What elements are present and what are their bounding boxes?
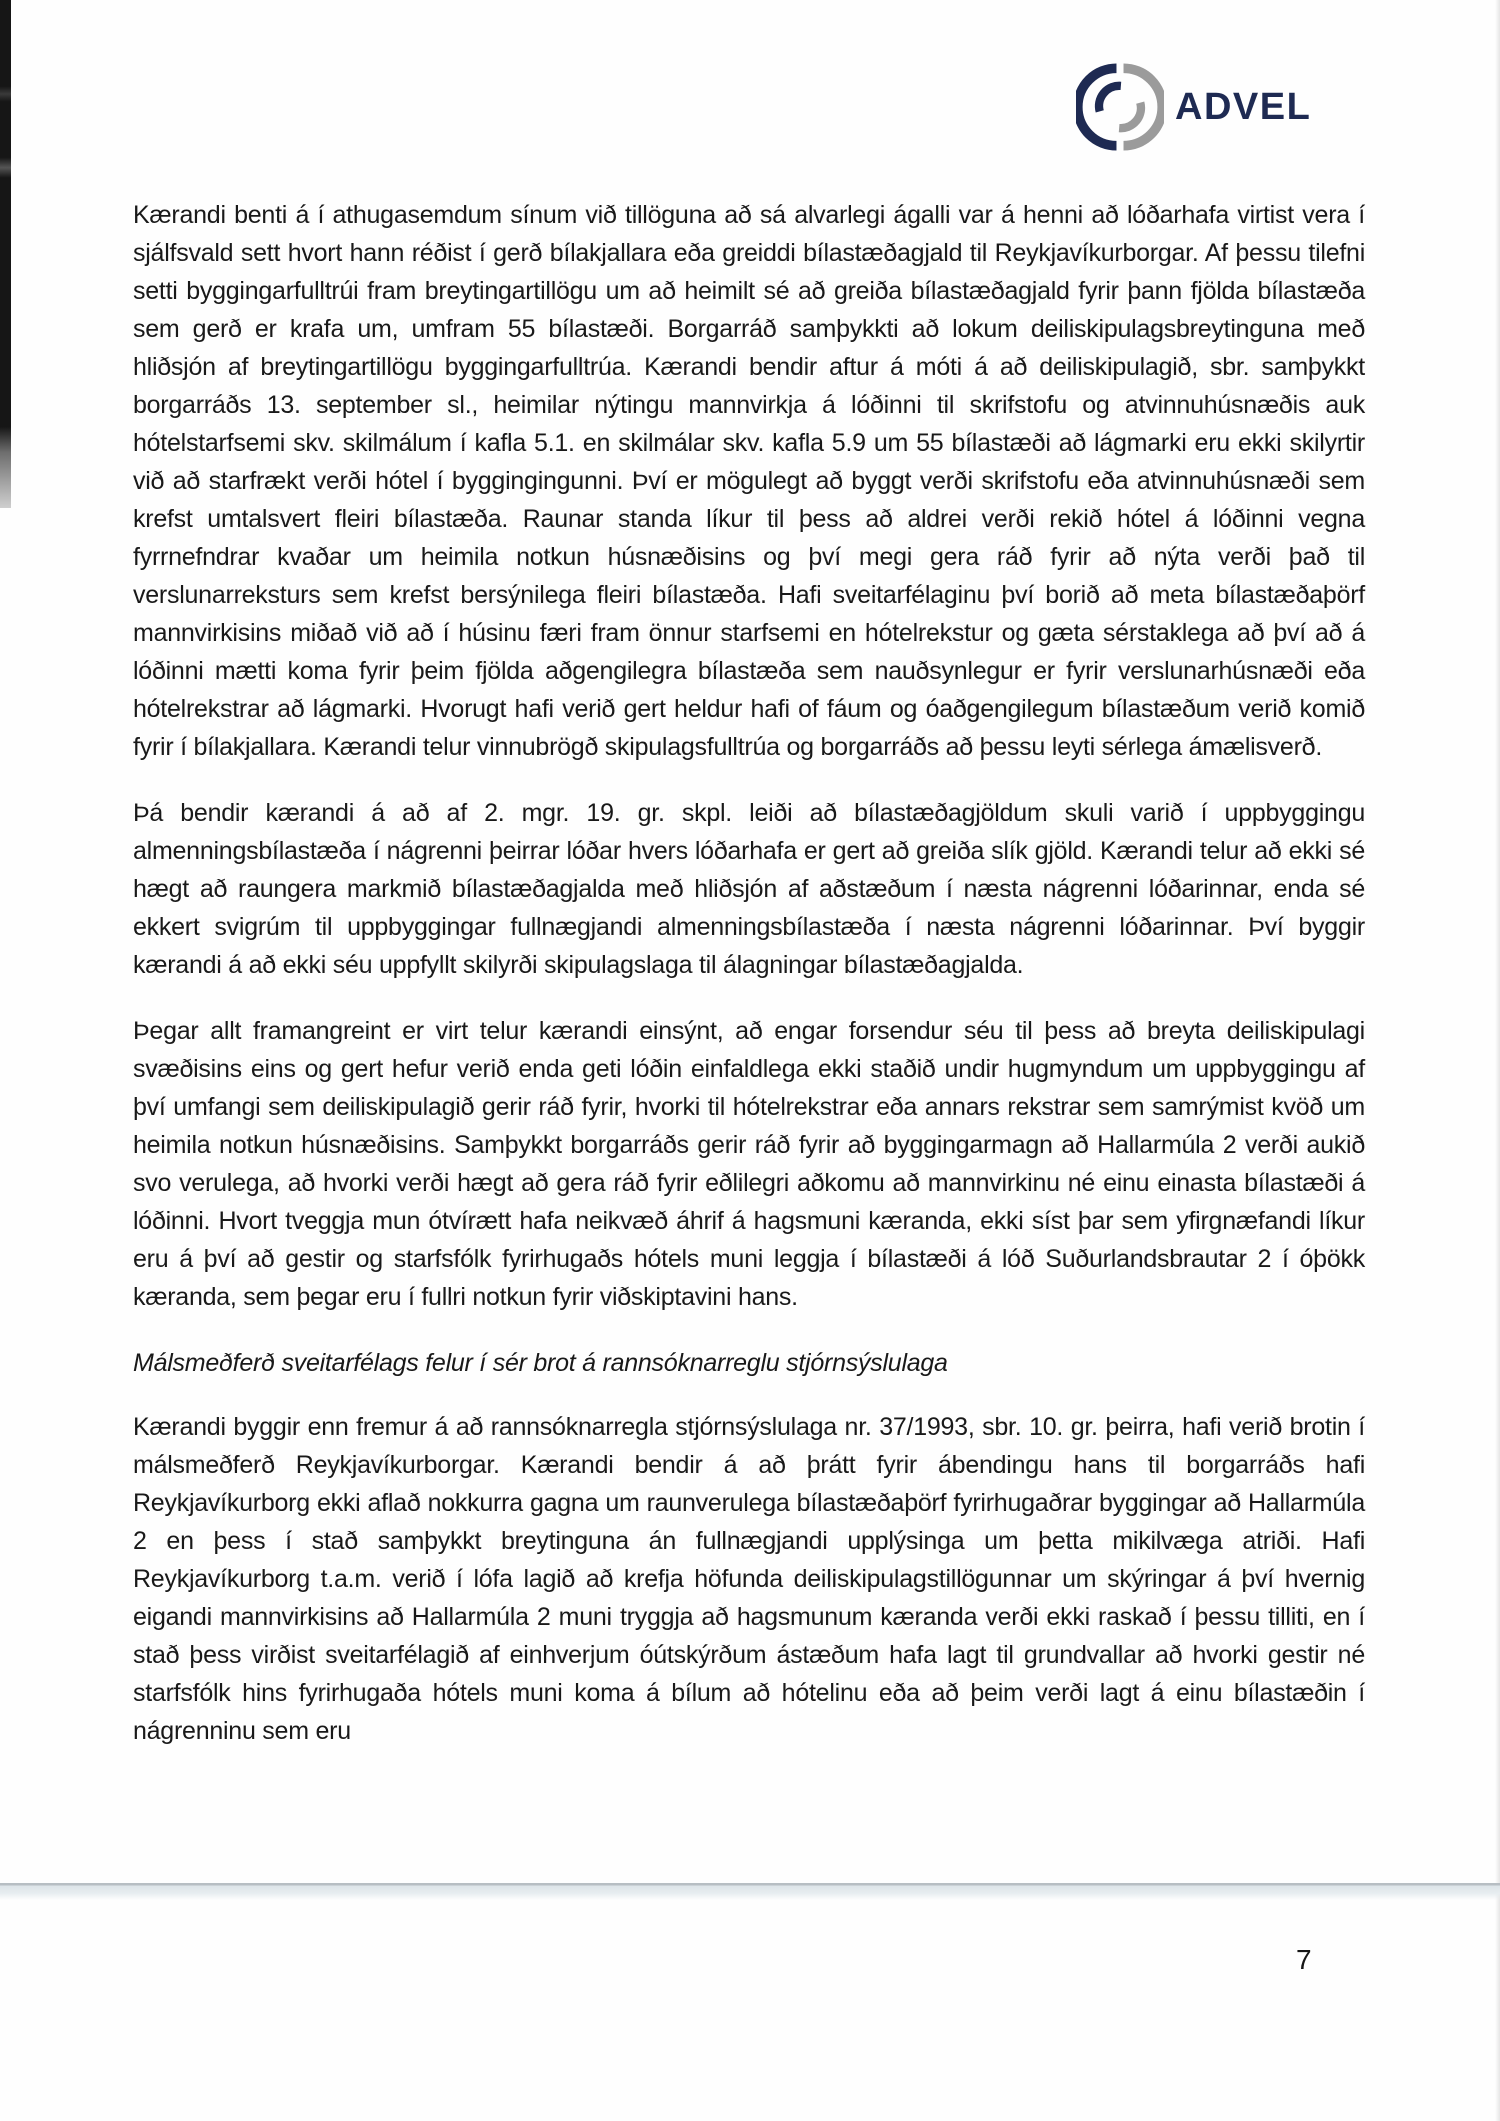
paragraph: Kærandi byggir enn fremur á að rannsóknarregla stjórnsýslulaga nr. 37/1993, sbr. 10. gr. þeirra, hafi verið brotin í málsmeðferð Reykjavíkurborgar. Kærandi bendir á að þrátt fyrir ábendingu hans til borgarráðs hafi Reykjavíkurborg ekki aflað nokkurra gagna um raunverulega bílastæðaþörf fyrirhugaðrar byggingar að Hallarmúla 2 en þess í stað samþykkt breytinguna án fullnægjandi upplýsinga um þetta mikilvæga atriði. Hafi Reykjavíkurborg t.a.m. verið í lófa lagið að krefja höfunda deiliskipulagstillögunnar um skýringar á því hvernig eigandi mannvirkisins að Hallarmúla 2 muni tryggja að hagsmunum kæranda verði ekki raskað í þessu tilliti, en í stað þess virðist sveitarfélagið af einhverjum óútskýrðum ástæðum hafa lagt til grundvallar að hvorki gestir né starfsfólk hins fyrirhugaða hótels muni koma á bílum að hótelinu eða að þeim verði lagt á einu bílastæðin í nágrenninu sem eru: [133, 1413, 1365, 1745]
section-heading: Málsmeðferð sveitarfélags felur í sér brot á rannsóknarreglu stjórnsýslulaga: [133, 1349, 948, 1377]
logo-brand-text: ADVEL: [1175, 85, 1312, 128]
advel-logo: [1076, 63, 1311, 151]
paragraph: Þá bendir kærandi á að af 2. mgr. 19. gr. skpl. leiði að bílastæðagjöldum skuli varið í uppbyggingu almenningsbílastæða í nágrenni þeirrar lóðar hvers lóðarhafa er gert að greiða slík gjöld. Kærandi telur að ekki sé hægt að raungera markmið bílastæðagjalda með hliðsjón af aðstæðum í næsta nágrenni lóðarinnar, enda sé ekkert svigrúm til uppbyggingar fullnægjandi almenningsbílastæða í næsta nágrenni lóðarinnar. Því byggir kærandi á að ekki séu uppfyllt skilyrði skipulagslaga til álagningar bílastæðagjalda.: [133, 799, 1365, 979]
scan-edge-artifact-left: [0, 0, 11, 508]
paragraph: Kærandi benti á í athugasemdum sínum við tillöguna að sá alvarlegi ágalli var á henni að lóðarhafa virtist vera í sjálfsvald sett hvort hann réðist í gerð bílakjallara eða greiddi bílastæðagjald til Reykjavíkurborgar. Af þessu tilefni setti byggingarfulltrúi fram breytingartillögu um að heimilt sé að greiða bílastæðagjald fyrir þann fjölda bílastæða sem gerð er krafa um, umfram 55 bílastæði. Borgarráð samþykkti að lokum deiliskipulagsbreytinguna með hliðsjón af breytingartillögu byggingarfulltrúa. Kærandi bendir aftur á móti á að deiliskipulagið, sbr. samþykkt borgarráðs 13. september sl., heimilar nýtingu mannvirkja á lóðinni til skrifstofu og atvinnuhúsnæðis auk hótelstarfsemi skv. skilmálum í kafla 5.1. en skilmálar skv. kafla 5.9 um 55 bílastæði að lágmarki eru ekki skilyrtir við að starfrækt verði hótel í byggingingunni. Því er mögulegt að byggt verði skrifstofu eða atvinnuhúsnæði sem krefst umtalsvert fleiri bílastæða. Raunar standa líkur til þess að aldrei verði rekið hótel á lóðinni vegna fyrrnefndrar kvaðar um heimila notkun húsnæðisins og því megi gera ráð fyrir að nýta verði það til verslunarreksturs sem krefst bersýnilega fleiri bílastæða. Hafi sveitarfélaginu því borið að meta bílastæðaþörf mannvirkisins miðað við að í húsinu færi fram önnur starfsemi en hótelrekstur og gæta sérstaklega að því að á lóðinni mætti koma fyrir þeim fjölda aðgengilegra bílastæða sem nauðsynlegur er fyrir verslunarhúsnæði eða hótelrekstrar að lágmarki. Hvorugt hafi verið gert heldur hafi of fáum og óaðgengilegum bílastæðum verið komið fyrir í bílakjallara. Kærandi telur vinnubrögð skipulagsfulltrúa og borgarráðs að þessu leyti sérlega ámælisverð.: [133, 201, 1365, 761]
advel-logo-icon: [1076, 63, 1164, 151]
scan-line-artifact: [0, 1883, 1500, 1900]
page-number: 7: [1296, 1944, 1312, 1975]
scan-edge-artifact-right: [1495, 0, 1500, 2121]
paragraph: Þegar allt framangreint er virt telur kærandi einsýnt, að engar forsendur séu til þess að breyta deiliskipulagi svæðisins eins og gert hefur verið enda geti lóðin einfaldlega ekki staðið undir hugmyndum um uppbyggingu af því umfangi sem deiliskipulagið gerir ráð fyrir, hvorki til hótelrekstrar eða annars rekstrar sem samrýmist kvöð um heimila notkun húsnæðisins. Samþykkt borgarráðs gerir ráð fyrir að byggingarmagn að Hallarmúla 2 verði aukið svo verulega, að hvorki verði hægt að gera ráð fyrir eðlilegri aðkomu að mannvirkinu né einu einasta bílastæði á lóðinni. Hvort tveggja mun ótvírætt hafa neikvæð áhrif á hagsmuni kæranda, ekki síst þar sem yfirgnæfandi líkur eru á því að gestir og starfsfólk fyrirhugaðs hótels muni leggja í bílastæði á lóð Suðurlandsbrautar 2 í óþökk kæranda, sem þegar eru í fullri notkun fyrir viðskiptavini hans.: [133, 1017, 1365, 1311]
document-body: [133, 196, 1365, 1778]
